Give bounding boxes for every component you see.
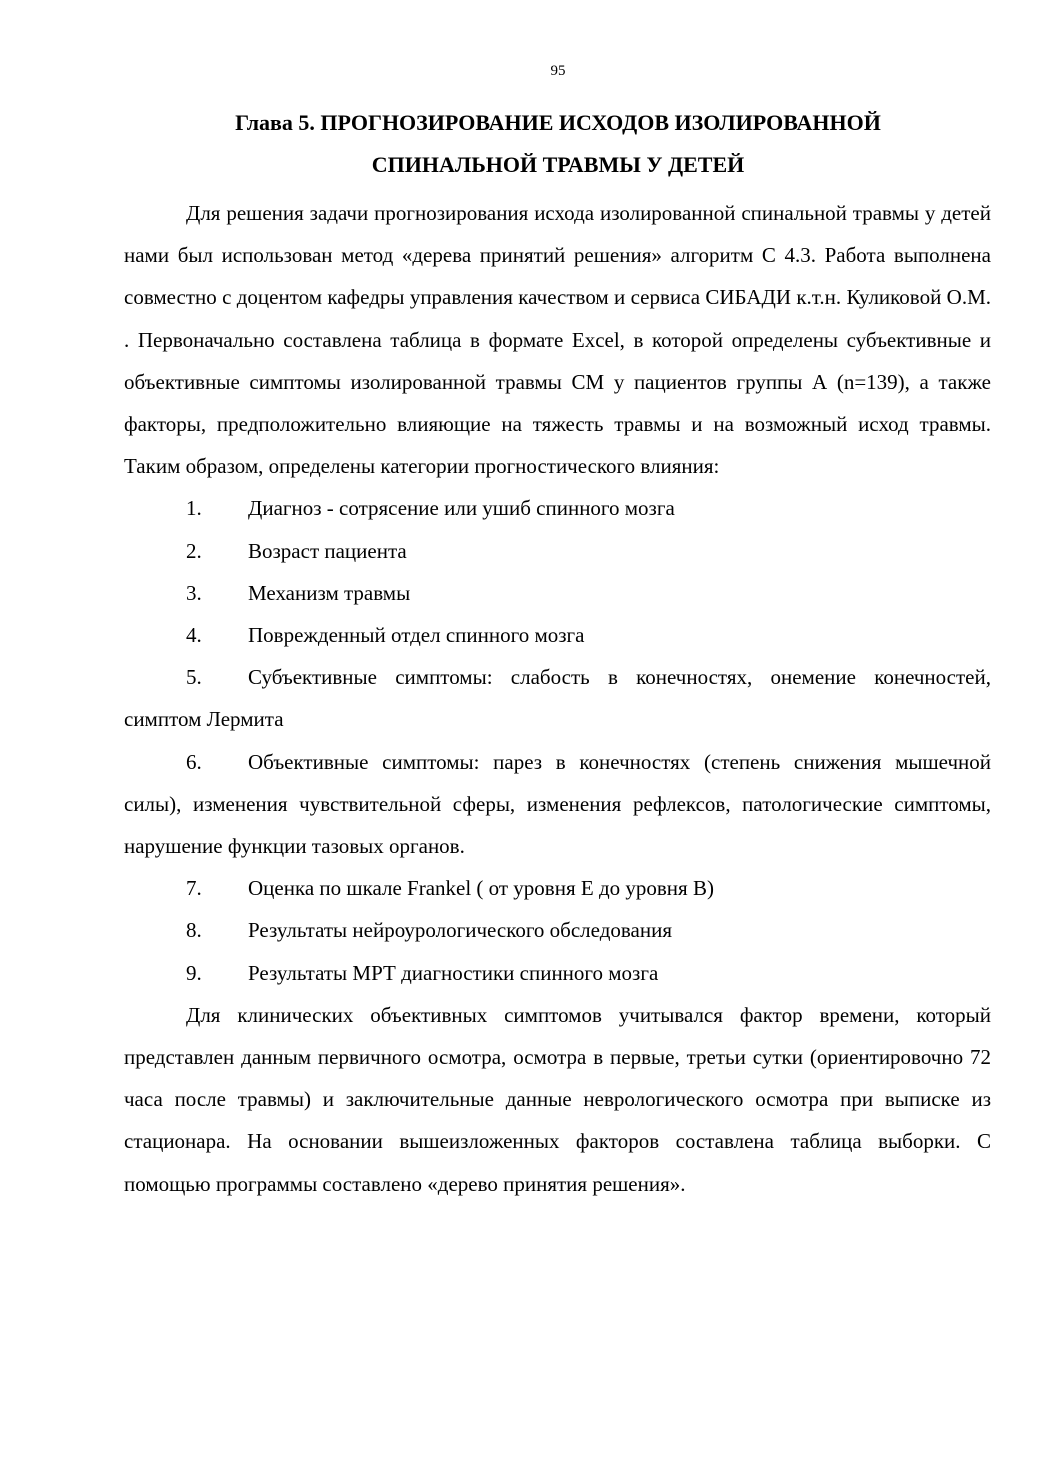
intro-paragraph-text-1: Для решения задачи прогнозирования исхода изолированной спинальной травмы у детей нами был использован метод «дерева принятий решения» алгоритм С 4.3. Работа выполнена совместно с доцентом кафедры управления качеством и сервиса СИБАДИ к.т.н. Куликовой О.М. xyxy=(124,201,991,310)
list-item-text: Поврежденный отдел спинного мозга xyxy=(248,623,585,648)
list-item-7 xyxy=(124,867,991,909)
intro-paragraph-text-2: . Первоначально составлена таблица в формате Excel, в которой определены субъективные и объективные симптомы изолированной травмы СМ у пациентов группы А (n=139), а также факторы, предположительно влияющие на тяжесть травмы и на возможный исход травмы. Таким образом, определены категории прогностического влияния: xyxy=(124,327,991,479)
list-item-text: Диагноз - сотрясение или ушиб спинного мозга xyxy=(248,496,675,521)
list-item-text: Оценка по шкале Frankel ( от уровня Е до уровня В) xyxy=(248,876,714,901)
list-item-text: Возраст пациента xyxy=(248,538,407,563)
list-item-text: Механизм травмы xyxy=(248,580,411,605)
list-item-2 xyxy=(124,530,991,572)
list-item-number: 7. xyxy=(186,876,202,901)
list-item-number: 3. xyxy=(186,580,202,605)
list-item-number: 5. xyxy=(186,665,202,690)
list-item-4 xyxy=(124,614,991,656)
page-number: 95 xyxy=(550,63,566,79)
list-item-number: 4. xyxy=(186,623,202,648)
body-text xyxy=(124,192,991,1205)
list-item-1 xyxy=(124,487,991,529)
list-item-text: Результаты МРТ диагностики спинного мозга xyxy=(248,960,659,985)
list-item-9 xyxy=(124,952,991,994)
list-item-number: 1. xyxy=(186,496,202,521)
list-item-text: Результаты нейроурологического обследования xyxy=(248,918,672,943)
chapter-title xyxy=(200,102,916,186)
list-item-5 xyxy=(124,656,991,740)
list-item-6 xyxy=(124,741,991,868)
list-item-8 xyxy=(124,909,991,951)
chapter-title-line-2: СПИНАЛЬНОЙ ТРАВМЫ У ДЕТЕЙ xyxy=(371,152,745,177)
list-item-text: Объективные симптомы: парез в конечностях (степень снижения мышечной силы), изменения чувствительной сферы, изменения рефлексов, патологические симптомы, нарушение функции тазовых органов. xyxy=(124,749,991,859)
list-item-number: 6. xyxy=(186,749,202,774)
intro-paragraph xyxy=(124,192,991,487)
list-item-number: 8. xyxy=(186,918,202,943)
list-item-3 xyxy=(124,572,991,614)
list-item-text: Субъективные симптомы: слабость в конечностях, онемение конечностей, симптом Лермита xyxy=(124,665,991,732)
list-item-number: 2. xyxy=(186,538,202,563)
list-item-number: 9. xyxy=(186,960,202,985)
closing-paragraph: Для клинических объективных симптомов учитывался фактор времени, который представлен данным первичного осмотра, осмотра в первые, третьи сутки (ориентировочно 72 часа после травмы) и заключительные данные неврологического осмотра при выписке из стационара. На основании вышеизложенных факторов составлена таблица выборки. С помощью программы составлено «дерево принятия решения». xyxy=(124,1002,991,1196)
chapter-title-line-1: Глава 5. ПРОГНОЗИРОВАНИЕ ИСХОДОВ ИЗОЛИРОВАННОЙ xyxy=(235,110,881,135)
